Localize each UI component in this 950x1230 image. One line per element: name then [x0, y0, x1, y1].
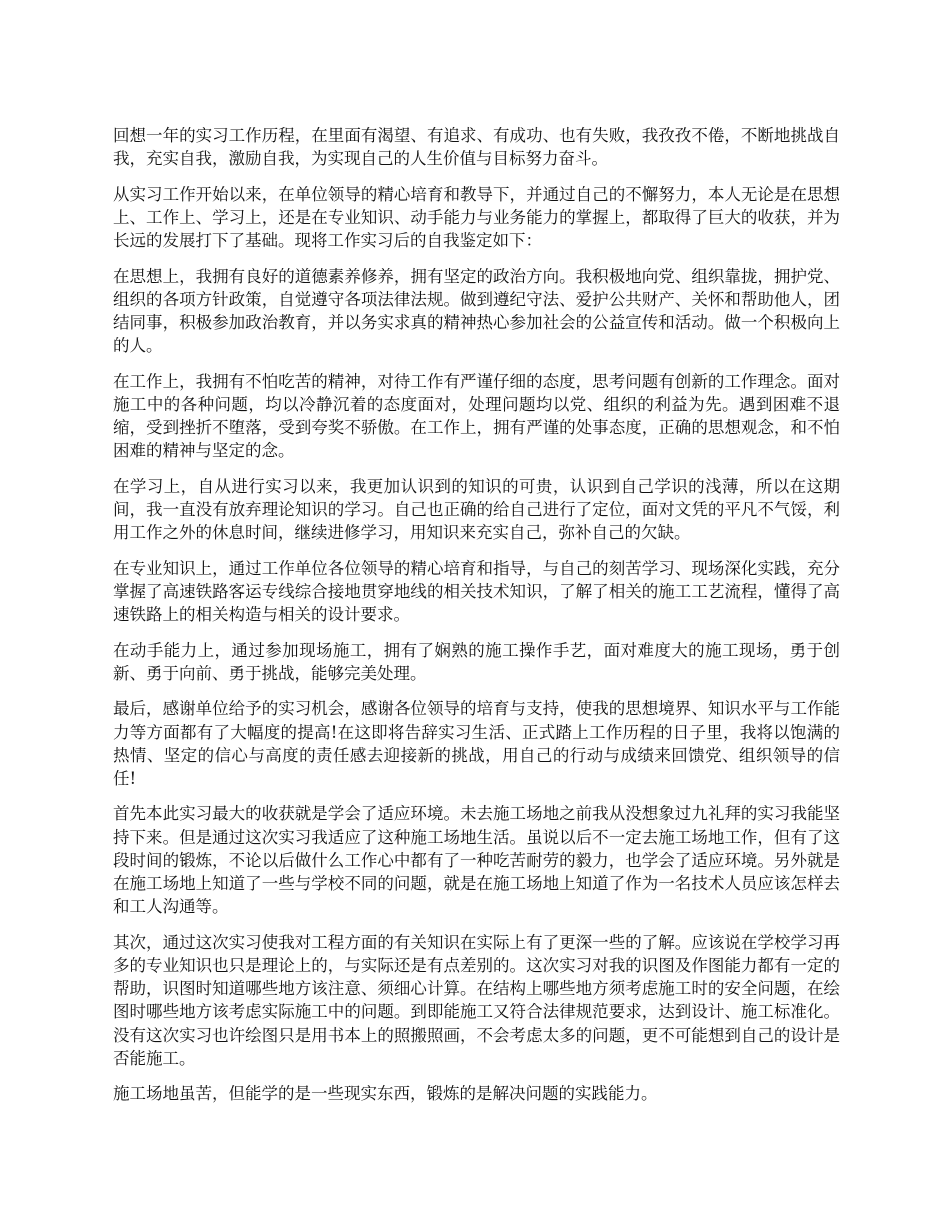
paragraph-9: 首先本此实习最大的收获就是学会了适应环境。未去施工场地之前我从没想象过九礼拜的实习我能坚持下来。但是通过这次实习我适应了这种施工场地生活。虽说以后不一定去施工场地工作，但有了这段时间的锻炼，不论以后做什么工作心中都有了一种吃苦耐劳的毅力，也学会了适应环境。另外就是在施工场地上知道了一些与学校不同的问题，就是在施工场地上知道了作为一名技术人员应该怎样去和工人沟通等。 [113, 804, 840, 917]
paragraph-5: 在学习上，自从进行实习以来，我更加认识到的知识的可贵，认识到自己学识的浅薄，所以在这期间，我一直没有放弃理论知识的学习。自己也正确的给自己进行了定位，面对文凭的平凡不气馁，利用工作之外的休息时间，继续进修学习，用知识来充实自己，弥补自己的欠缺。 [113, 476, 840, 543]
paragraph-2: 从实习工作开始以来，在单位领导的精心培育和教导下，并通过自己的不懈努力，本人无论是在思想上、工作上、学习上，还是在专业知识、动手能力与业务能力的掌握上，都取得了巨大的收获，并为长远的发展打下了基础。现将工作实习后的自我鉴定如下： [113, 184, 840, 251]
document-body [113, 124, 840, 1118]
paragraph-8: 最后，感谢单位给予的实习机会，感谢各位领导的培育与支持，使我的思想境界、知识水平与工作能力等方面都有了大幅度的提高!在这即将告辞实习生活、正式踏上工作历程的日子里，我将以饱满的热情、坚定的信心与高度的责任感去迎接新的挑战，用自己的行动与成绩来回馈党、组织领导的信任! [113, 699, 840, 788]
paragraph-3: 在思想上，我拥有良好的道德素养修养，拥有坚定的政治方向。我积极地向党、组织靠拢，拥护党、组织的各项方针政策，自觉遵守各项法律法规。做到遵纪守法、爱护公共财产、关怀和帮助他人，团结同事，积极参加政治教育，并以务实求真的精神热心参加社会的公益宣传和活动。做一个积极向上的人。 [113, 266, 840, 356]
paragraph-11: 施工场地虽苦，但能学的是一些现实东西，锻炼的是解决问题的实践能力。 [113, 1084, 658, 1104]
paragraph-6: 在专业知识上，通过工作单位各位领导的精心培育和指导，与自己的刻苦学习、现场深化实践，充分掌握了高速铁路客运专线综合接地贯穿地线的相关技术知识，了解了相关的施工工艺流程，懂得了高速铁路上的相关构造与相关的设计要求。 [113, 558, 840, 625]
paragraph-4: 在工作上，我拥有不怕吃苦的精神，对待工作有严谨仔细的态度，思考问题有创新的工作理念。面对施工中的各种问题，均以冷静沉着的态度面对，处理问题均以党、组织的利益为先。遇到困难不退缩，受到挫折不堕落，受到夸奖不骄傲。在工作上，拥有严谨的处事态度，正确的思想观念，和不怕困难的精神与坚定的念。 [113, 371, 840, 461]
paragraph-10: 其次，通过这次实习使我对工程方面的有关知识在实际上有了更深一些的了解。应该说在学校学习再多的专业知识也只是理论上的，与实际还是有点差别的。这次实习对我的识图及作图能力都有一定的帮助，识图时知道哪些地方该注意、须细心计算。在结构上哪些地方须考虑施工时的安全问题，在绘图时哪些地方该考虑实际施工中的问题。到即能施工又符合法律规范要求，达到设计、施工标准化。没有这次实习也许绘图只是用书本上的照搬照画，不会考虑太多的问题，更不可能想到自己的设计是否能施工。 [113, 932, 840, 1068]
paragraph-1: 回想一年的实习工作历程，在里面有渴望、有追求、有成功、也有失败，我孜孜不倦，不断地挑战自我，充实自我，激励自我，为实现自己的人生价值与目标努力奋斗。 [113, 126, 840, 169]
paragraph-7: 在动手能力上，通过参加现场施工，拥有了娴熟的施工操作手艺，面对难度大的施工现场，勇于创新、勇于向前、勇于挑战，能够完美处理。 [113, 640, 840, 683]
